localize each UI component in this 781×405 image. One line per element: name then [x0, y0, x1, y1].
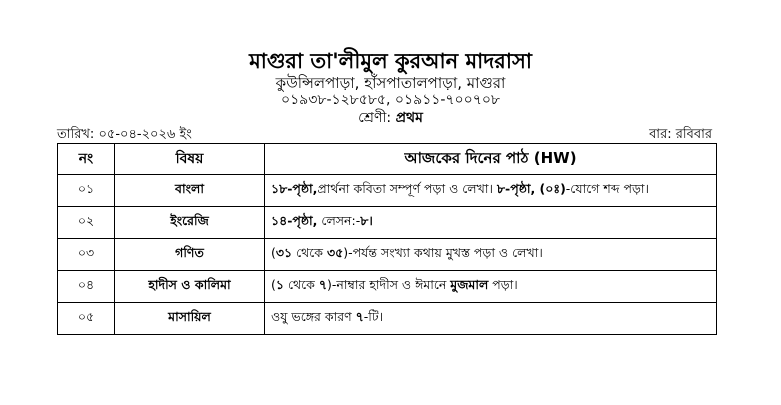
document-header [0, 48, 781, 127]
day-text: বার: রবিবার [649, 127, 712, 142]
header-number: নং [58, 144, 115, 175]
lesson-text-segment: ৮। [360, 212, 373, 228]
date-text: তারিখ: ০৫-০৪-২০২৬ ইং [57, 127, 192, 142]
row-number: ০১ [58, 175, 115, 207]
table-row [58, 175, 717, 207]
lesson-text-segment: লেসন:- [317, 212, 361, 228]
table-row [58, 239, 717, 271]
lesson-text-segment: থেকে [292, 244, 328, 260]
row-number: ০৫ [58, 303, 115, 335]
lesson-text-segment: ( [271, 244, 276, 260]
table-row [58, 303, 717, 335]
lesson-text-segment: প্রার্থনা কবিতা সম্পূর্ণ পড়া ও লেখা। [317, 180, 497, 196]
lesson-text-segment: ওযু ভঙ্গের কারণ [271, 308, 356, 324]
row-lesson [265, 175, 717, 207]
row-lesson [265, 239, 717, 271]
class-line [0, 109, 781, 127]
row-subject: বাংলা [115, 175, 265, 207]
table-row [58, 271, 717, 303]
homework-table [57, 143, 717, 335]
lesson-text-segment: পড়া। [488, 276, 518, 292]
header-subject: বিষয় [115, 144, 265, 175]
row-number: ০৩ [58, 239, 115, 271]
row-number: ০৪ [58, 271, 115, 303]
row-subject: হাদীস ও কালিমা [115, 271, 265, 303]
row-subject: ইংরেজি [115, 207, 265, 239]
table-header-row [58, 144, 717, 175]
lesson-text-segment: ৭ [318, 276, 328, 292]
class-label: শ্রেণী: [358, 110, 392, 126]
header-todays-lesson: আজকের দিনের পাঠ (HW) [265, 144, 717, 175]
lesson-text-segment: ৮-পৃষ্ঠা, (০ঃ) [496, 180, 566, 196]
row-lesson [265, 303, 717, 335]
lesson-text-segment: ৭ [355, 308, 364, 324]
row-lesson [265, 207, 717, 239]
lesson-text-segment: ( [271, 276, 276, 292]
lesson-text-segment: ৩১ [275, 244, 293, 260]
lesson-text-segment: ৩৫ [327, 244, 344, 260]
school-phones: ০১৯৩৮-১২৮৫৮৫, ০১৯১১-৭০০৭০৮ [280, 92, 501, 108]
class-value: প্রথম [395, 110, 423, 126]
lesson-text-segment: )-পর্যন্ত সংখ্যা কথায় মুখস্ত পড়া ও লেখা। [343, 244, 543, 260]
lesson-text-segment: ১৮-পৃষ্ঠা, [271, 180, 318, 196]
lesson-text-segment: )-নাম্বার হাদীস ও ঈমানে [327, 276, 451, 292]
lesson-text-segment: ১ [275, 276, 285, 292]
lesson-text-segment: থেকে [284, 276, 319, 292]
row-lesson [265, 271, 717, 303]
lesson-text-segment: ১৪-পৃষ্ঠা, [271, 212, 318, 228]
lesson-text-segment: -যোগে শব্দ পড়া। [565, 180, 650, 196]
table-row [58, 207, 717, 239]
lesson-text-segment: -টি। [363, 308, 384, 324]
school-address: কুউন্সিলপাড়া, হাঁসপাতালপাড়া, মাগুরা [275, 74, 506, 92]
lesson-text-segment: মুজমাল [450, 276, 489, 292]
row-subject: মাসায়িল [115, 303, 265, 335]
row-subject: গণিত [115, 239, 265, 271]
school-name: মাগুরা তা'লীমুল কুরআন মাদরাসা [249, 49, 532, 73]
row-number: ০২ [58, 207, 115, 239]
